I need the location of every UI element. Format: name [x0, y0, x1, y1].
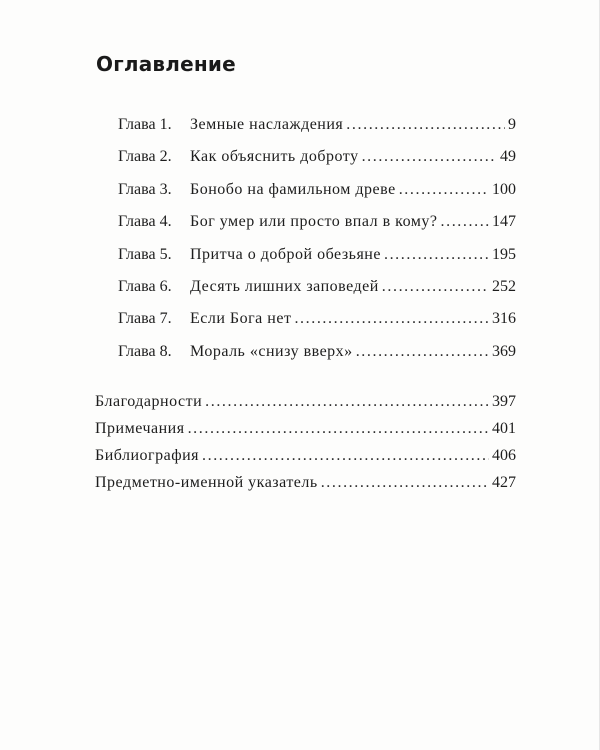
toc-entry-chapter-4[interactable]	[118, 213, 516, 245]
dot-leader	[441, 213, 490, 231]
toc-entry-bibliography[interactable]	[95, 447, 516, 474]
toc-entry-chapter-7[interactable]	[118, 310, 516, 342]
chapter-title: Как объяснить доброту	[190, 148, 359, 166]
page-number: 406	[492, 447, 516, 464]
dot-leader	[321, 474, 489, 492]
page-number: 195	[492, 245, 516, 263]
chapter-number: Глава 2.	[118, 148, 172, 166]
dot-leader	[188, 420, 489, 438]
dot-leader	[356, 343, 489, 361]
page-number: 49	[500, 148, 516, 166]
chapter-title: Десять лишних заповедей	[190, 277, 379, 295]
chapter-list	[118, 116, 516, 375]
toc-entry-chapter-2[interactable]	[118, 148, 516, 180]
chapter-number: Глава 3.	[118, 180, 172, 198]
chapter-number: Глава 4.	[118, 213, 172, 231]
toc-entry-chapter-3[interactable]	[118, 181, 516, 213]
dot-leader	[384, 246, 489, 264]
page-number: 100	[492, 180, 516, 198]
page-number: 316	[492, 310, 516, 328]
toc-entry-notes[interactable]	[95, 420, 516, 447]
toc-entry-index[interactable]	[95, 474, 516, 501]
dot-leader	[202, 447, 489, 465]
page-number: 401	[492, 420, 516, 437]
toc-entry-chapter-1[interactable]	[118, 116, 516, 148]
chapter-number: Глава 1.	[118, 116, 172, 133]
entry-title: Предметно-именной указатель	[95, 474, 318, 491]
entry-title: Библиография	[95, 447, 199, 464]
dot-leader	[294, 310, 489, 328]
page-title: Оглавление	[96, 52, 236, 76]
toc-entry-chapter-8[interactable]	[118, 343, 516, 375]
toc-entry-chapter-5[interactable]	[118, 246, 516, 278]
toc-entry-chapter-6[interactable]	[118, 278, 516, 310]
dot-leader	[362, 148, 497, 166]
chapter-title: Мораль «снизу вверх»	[190, 342, 353, 360]
page-number: 147	[492, 213, 516, 231]
entry-title: Примечания	[95, 420, 185, 437]
entry-title: Благодарности	[95, 393, 203, 410]
dot-leader	[399, 181, 489, 199]
chapter-number: Глава 7.	[118, 310, 172, 328]
chapter-title: Бог умер или просто впал в кому?	[190, 213, 438, 231]
page-number: 397	[492, 393, 516, 410]
chapter-title: Если Бога нет	[190, 310, 292, 328]
chapter-number: Глава 8.	[118, 342, 172, 360]
page-number: 427	[492, 474, 516, 491]
dot-leader	[346, 116, 505, 134]
chapter-title: Бонобо на фамильном древе	[190, 180, 396, 198]
backmatter-list	[95, 393, 516, 501]
chapter-number: Глава 6.	[118, 277, 172, 295]
toc-entry-acknowledgements[interactable]	[95, 393, 516, 420]
chapter-title: Притча о доброй обезьяне	[190, 245, 381, 263]
chapter-number: Глава 5.	[118, 245, 172, 263]
page-number: 252	[492, 277, 516, 295]
page-number: 369	[492, 342, 516, 360]
chapter-title: Земные наслаждения	[190, 116, 344, 133]
dot-leader	[205, 393, 489, 411]
dot-leader	[382, 278, 489, 296]
page-number: 9	[508, 116, 516, 133]
